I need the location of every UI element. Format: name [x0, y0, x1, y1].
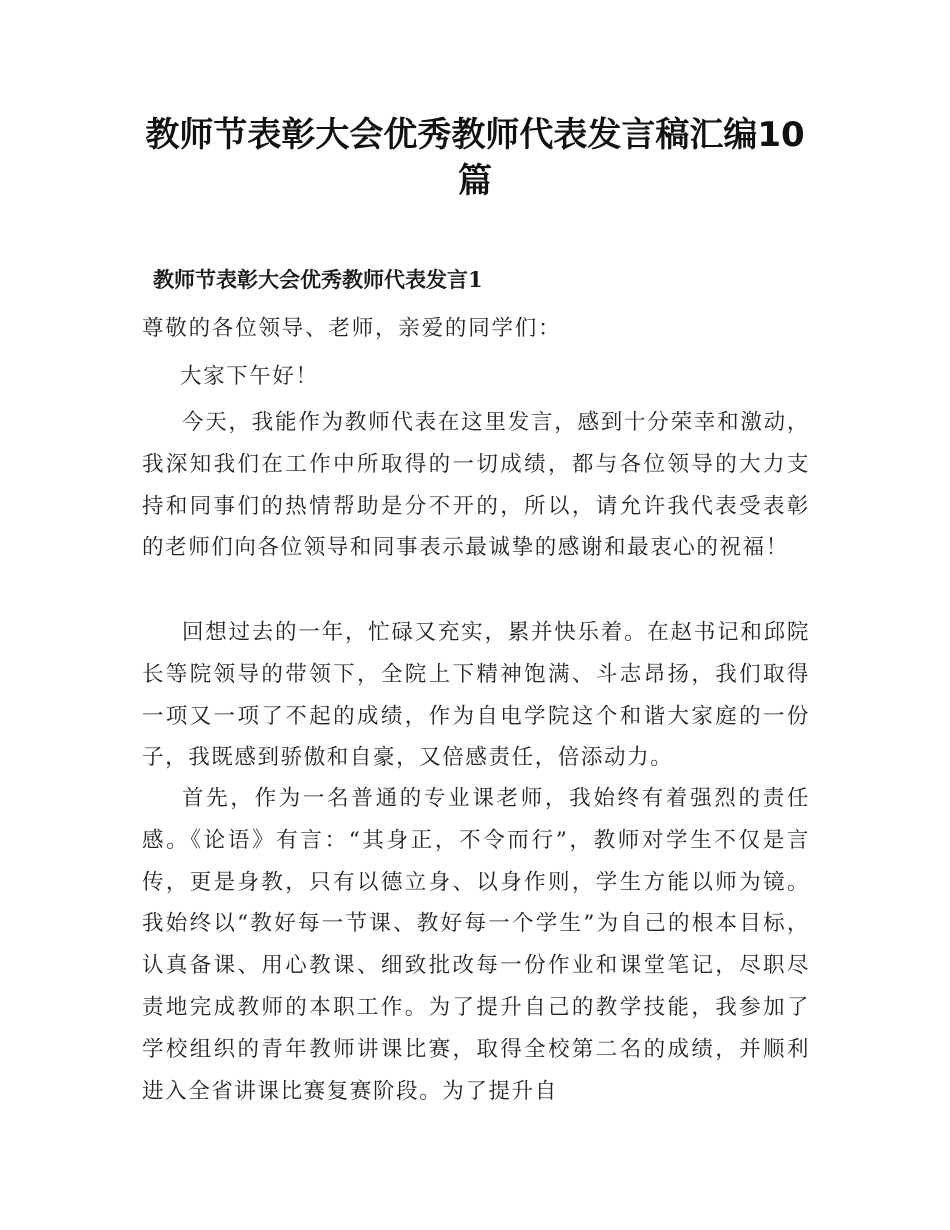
salutation: 尊敬的各位领导、老师，亲爱的同学们：: [142, 316, 562, 341]
paragraph: 今天，我能作为教师代表在这里发言，感到十分荣幸和激动，我深知我们在工作中所取得的一切成绩，都与各位领导的大力支持和同事们的热情帮助是分不开的，所以，请允许我代表受表彰的老师们向各位领导和同事表示最诚挚的感谢和最衷心的祝福！: [142, 410, 810, 561]
paragraph: 回想过去的一年，忙碌又充实，累并快乐着。在赵书记和邱院长等院领导的带领下，全院上下精神饱满、斗志昂扬，我们取得一项又一项了不起的成绩，作为自电学院这个和谐大家庭的一份子，我既感到骄傲和自豪，又倍感责任，倍添动力。: [142, 620, 810, 771]
greeting: 大家下午好！: [180, 364, 319, 389]
paragraph: 首先，作为一名普通的专业课老师，我始终有着强烈的责任感。《论语》有言：“其身正，不令而行”，教师对学生不仅是言传，更是身教，只有以德立身、以身作则，学生方能以师为镜。我始终以“教好每一节课、教好每一个学生”为自己的根本目标，认真备课、用心教课、细致批改每一份作业和课堂笔记，尽职尽责地完成教师的本职工作。为了提升自己的教学技能，我参加了学校组织的青年教师讲课比赛，取得全校第二名的成绩，并顺利进入全省讲课比赛复赛阶段。为了提升自: [142, 786, 810, 1104]
document-title: 教师节表彰大会优秀教师代表发言稿汇编10篇: [145, 115, 805, 201]
section-heading: 教师节表彰大会优秀教师代表发言1: [153, 267, 483, 292]
